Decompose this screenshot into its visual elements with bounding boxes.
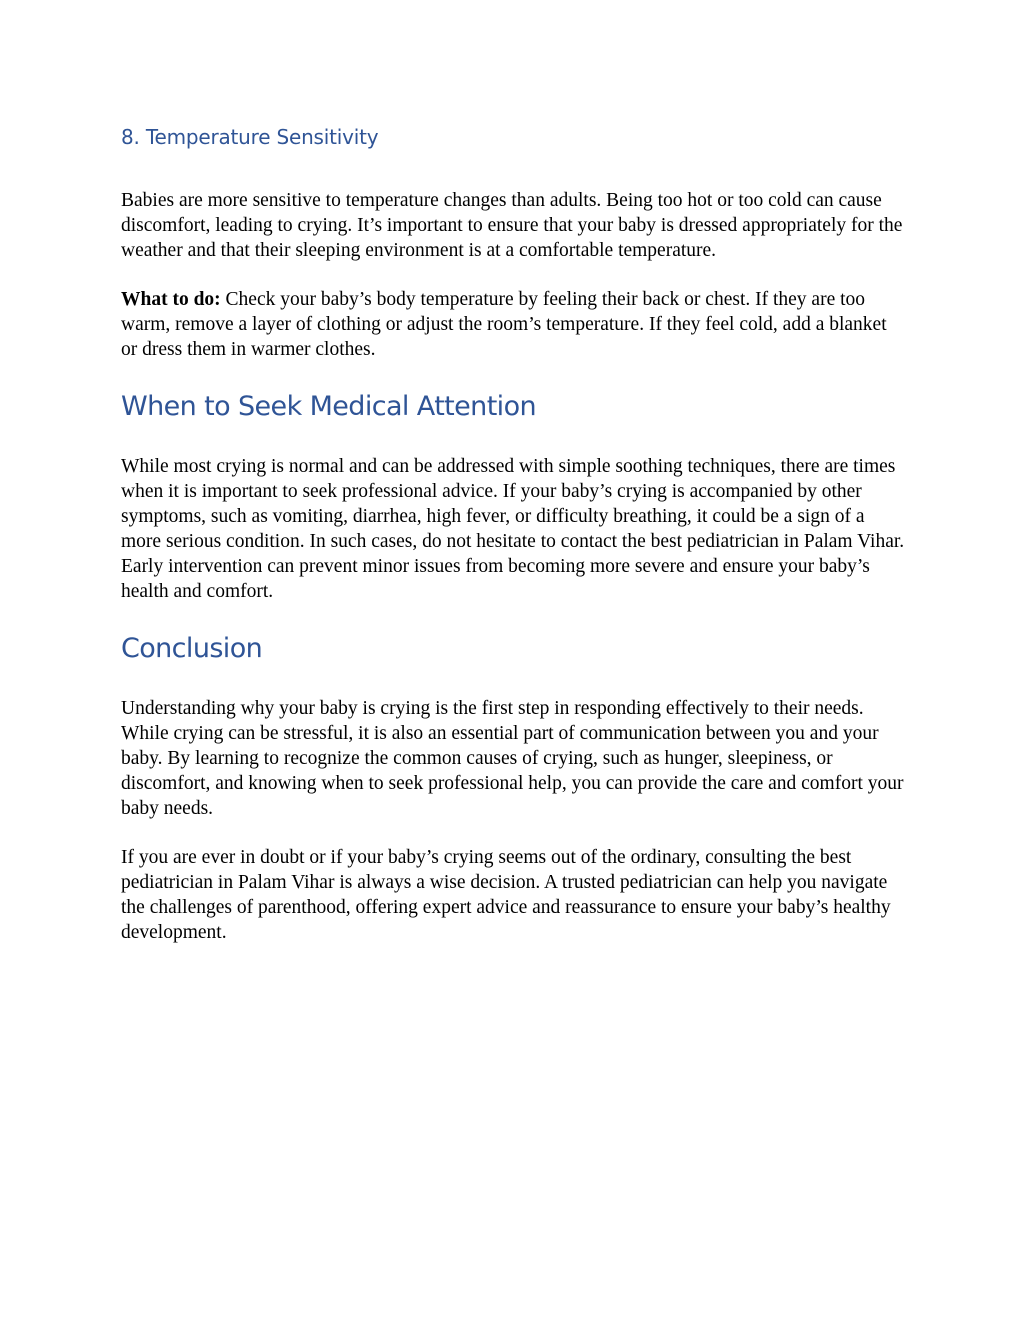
conclusion-paragraph-1: Understanding why your baby is crying is the first step in responding effectively to their needs. While crying can be stressful, it is also an essential part of communication between you and your baby. By learning to recognize the common causes of crying, such as hunger, sleepiness, or discomfort, and knowing when to seek professional help, you can provide the care and comfort your baby needs.	[121, 698, 904, 819]
conclusion-heading: Conclusion	[121, 633, 263, 664]
what-to-do-label: What to do:	[121, 289, 221, 310]
temperature-paragraph: Babies are more sensitive to temperature changes than adults. Being too hot or too cold can cause discomfort, leading to crying. It’s important to ensure that your baby is dressed appropriately for the weather and that their sleeping environment is at a comfortable temperature.	[121, 190, 903, 261]
medical-attention-heading: When to Seek Medical Attention	[121, 391, 537, 422]
conclusion-paragraph-2: If you are ever in doubt or if your baby’s crying seems out of the ordinary, consulting the best pediatrician in Palam Vihar is always a wise decision. A trusted pediatrician can help you navigate the challenges of parenthood, offering expert advice and reassurance to ensure your baby’s healthy development.	[121, 847, 891, 943]
what-to-do-paragraph	[121, 287, 907, 362]
medical-attention-paragraph: While most crying is normal and can be addressed with simple soothing techniques, there are times when it is important to seek professional advice. If your baby’s crying is accompanied by other symptoms, such as vomiting, diarrhea, high fever, or difficulty breathing, it could be a sign of a more serious condition. In such cases, do not hesitate to contact the best pediatrician in Palam Vihar. Early intervention can prevent minor issues from becoming more severe and ensure your baby’s health and comfort.	[121, 456, 905, 602]
what-to-do-text: Check your baby’s body temperature by feeling their back or chest. If they are too warm, remove a layer of clothing or adjust the room’s temperature. If they feel cold, add a blanket or dress them in warmer clothes.	[121, 289, 887, 360]
temperature-sensitivity-heading: 8. Temperature Sensitivity	[121, 125, 379, 149]
document-content	[121, 118, 907, 969]
